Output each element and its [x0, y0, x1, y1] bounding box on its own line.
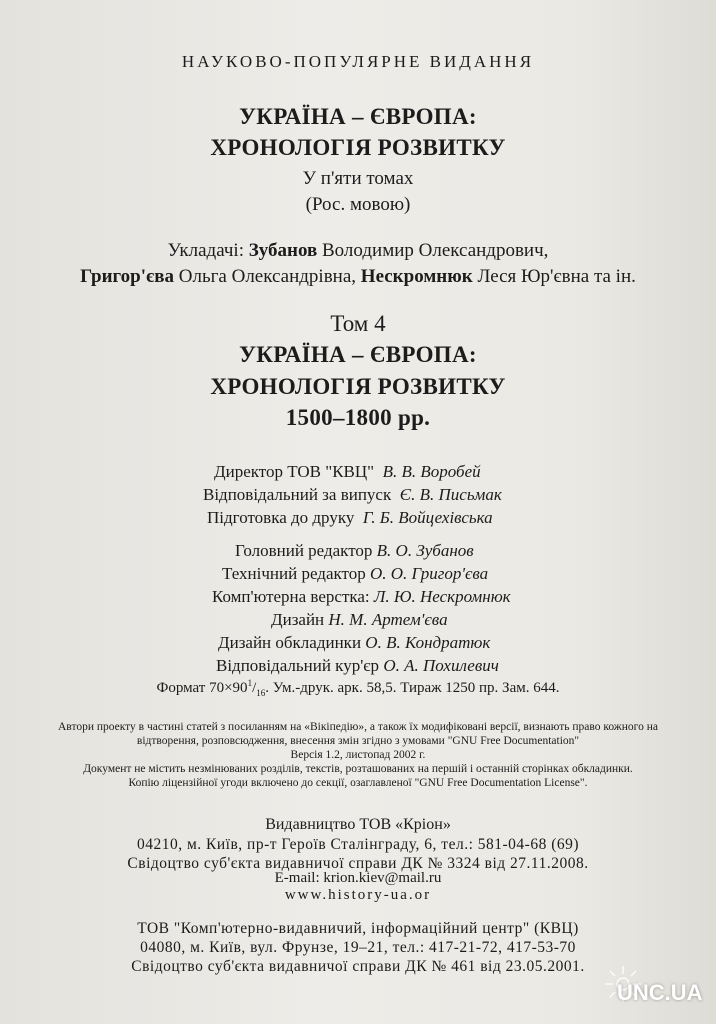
compiler-1-surname: Зубанов	[248, 240, 318, 261]
volume-number: Том 4	[330, 311, 386, 336]
compiler-3-name: Леся Юр'євна та ін.	[472, 266, 636, 287]
staff-tech-editor: Технічний редактор О. О. Григор'єва	[222, 564, 489, 583]
watermark-text: UNC.UA	[617, 980, 703, 1005]
publisher1-address: 04210, м. Київ, пр-т Героїв Сталінграду, 6, тел.: 581-04-68 (69)	[136, 836, 580, 853]
volume-title-line1: УКРАЇНА – ЄВРОПА:	[239, 342, 477, 367]
compilers-label: Укладачі:	[167, 240, 244, 261]
staff-cover-design: Дизайн обкладинки О. В. Кондратюк	[218, 633, 491, 652]
staff-chief-editor: Головний редактор В. О. Зубанов	[235, 541, 474, 560]
publisher1-certificate: Свідоцтво суб'єкта видавничої справи ДК № 3324 від 27.11.2008.	[127, 855, 589, 872]
compiler-2-name: Ольга Олександрівна,	[174, 266, 361, 287]
staff-design: Дизайн Н. М. Артем'єва	[271, 610, 448, 629]
series-language: (Рос. мовою)	[305, 194, 411, 215]
staff-responsible: Відповідальний за випуск Є. В. Письмак	[203, 485, 502, 504]
staff-courier: Відповідальний кур'єр О. А. Похилевич	[216, 656, 499, 675]
publisher1-email: E-mail: krion.kiev@mail.ru	[274, 870, 442, 886]
volume-title-line2: ХРОНОЛОГІЯ РОЗВИТКУ	[210, 374, 506, 399]
edition-type: НАУКОВО-ПОПУЛЯРНЕ ВИДАННЯ	[181, 52, 535, 71]
staff-director: Директор ТОВ "КВЦ" В. В. Воробей	[214, 462, 481, 481]
staff-prepress: Підготовка до друку Г. Б. Войцехівська	[207, 508, 493, 527]
publisher2-address: 04080, м. Київ, вул. Фрунзе, 19–21, тел.: 417-21-72, 417-53-70	[140, 939, 576, 956]
publisher1-name: Видавництво ТОВ «Кріон»	[265, 816, 451, 833]
publisher2-certificate: Свідоцтво суб'єкта видавничої справи ДК № 461 від 23.05.2001.	[131, 958, 585, 975]
staff-layout: Комп'ютерна верстка: Л. Ю. Нескромнюк	[212, 587, 511, 606]
license-line3: Версія 1.2, листопад 2002 г.	[290, 749, 426, 761]
volume-years: 1500–1800 рр.	[285, 405, 431, 430]
series-volumes: У п'яти томах	[302, 168, 414, 189]
series-title-line2: ХРОНОЛОГІЯ РОЗВИТКУ	[210, 135, 506, 160]
publisher1-website: www.history-ua.or	[284, 887, 432, 903]
license-line1: Автори проекту в частині статей з посиланням на «Вікіпедію», а також їх модифіковані версії, визнають право кожного на	[58, 721, 658, 733]
compiler-3-surname: Нескромнюк	[360, 266, 473, 287]
license-line4: Документ не містить незмінюваних розділів, текстів, розташованих на першій і останній сторінках обкладинки.	[83, 763, 633, 775]
series-title-line1: УКРАЇНА – ЄВРОПА:	[239, 104, 477, 129]
compiler-1-name: Володимир Олександрович,	[317, 240, 549, 261]
compilers-line1	[0, 240, 716, 262]
license-line5: Копію ліцензійної угоди включено до секції, озаглавленої "GNU Free Documentation License".	[128, 777, 588, 789]
license-line2: відтворення, розповсюдження, внесення змін згідно з умовами "GNU Free Documentation"	[136, 735, 580, 747]
compiler-2-surname: Григор'єва	[80, 266, 175, 287]
publisher2-name: ТОВ "Комп'ютерно-видавничий, інформаційний центр" (КВЦ)	[137, 920, 579, 937]
print-format: Формат $70\times 90^1/_{16}$. Ум.-друк. арк. 58,5. Тираж 1250 пр. Зам. 644.	[156, 678, 560, 698]
compilers-line2	[0, 266, 716, 288]
watermark	[603, 964, 713, 1016]
